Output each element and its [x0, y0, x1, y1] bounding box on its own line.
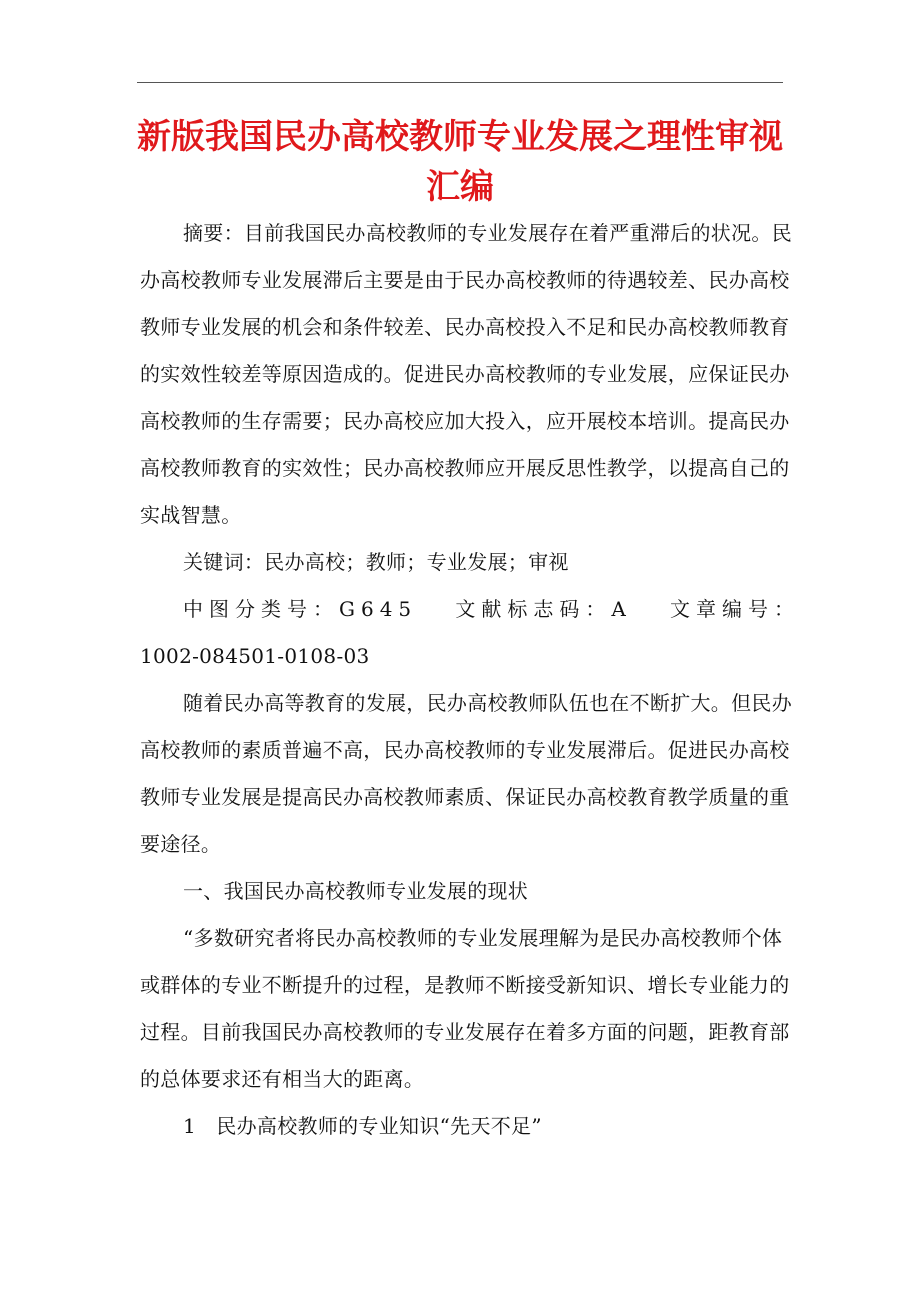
- intro-paragraph: 随着民办高等教育的发展，民办高校教师队伍也在不断扩大。但民办高校教师的素质普遍不高，民办高校教师的专业发展滞后。促进民办高校教师专业发展是提高民办高校教师素质、保证民办高校教育教学质量的重要途径。: [140, 691, 792, 856]
- section-1-heading: 一、我国民办高校教师专业发展的现状: [183, 879, 529, 903]
- header-rule: [137, 82, 783, 83]
- article-number-label: 文章编号：: [669, 597, 800, 621]
- keywords-line: 关键词：民办高校；教师；专业发展；审视: [183, 550, 569, 574]
- classification-line: [140, 586, 800, 633]
- article-number: 1002-084501-0108-03: [140, 644, 370, 668]
- abstract-paragraph: 摘要：目前我国民办高校教师的专业发展存在着严重滞后的状况。民办高校教师专业发展滞后主要是由于民办高校教师的待遇较差、民办高校教师专业发展的机会和条件较差、民办高校投入不足和民办高校教师教育的实效性较差等原因造成的。促进民办高校教师的专业发展，应保证民办高校教师的生存需要；民办高校应加大投入，应开展校本培训。提高民办高校教师教育的实效性；民办高校教师应开展反思性教学，以提高自己的实战智慧。: [140, 221, 792, 527]
- subsection-1-heading: 1 民办高校教师的专业知识“先天不足”: [183, 1114, 542, 1138]
- document-title: 新版我国民办高校教师专业发展之理性审视汇编: [137, 117, 783, 207]
- clc-number: 中图分类号：G645: [183, 597, 418, 621]
- document-body: [140, 210, 800, 1150]
- document-code: 文献标志码：A: [455, 597, 632, 621]
- section-1-paragraph: “多数研究者将民办高校教师的专业发展理解为是民办高校教师个体或群体的专业不断提升的过程，是教师不断接受新知识、增长专业能力的过程。目前我国民办高校教师的专业发展存在着多方面的问题，距教育部的总体要求还有相当大的距离。: [140, 926, 790, 1091]
